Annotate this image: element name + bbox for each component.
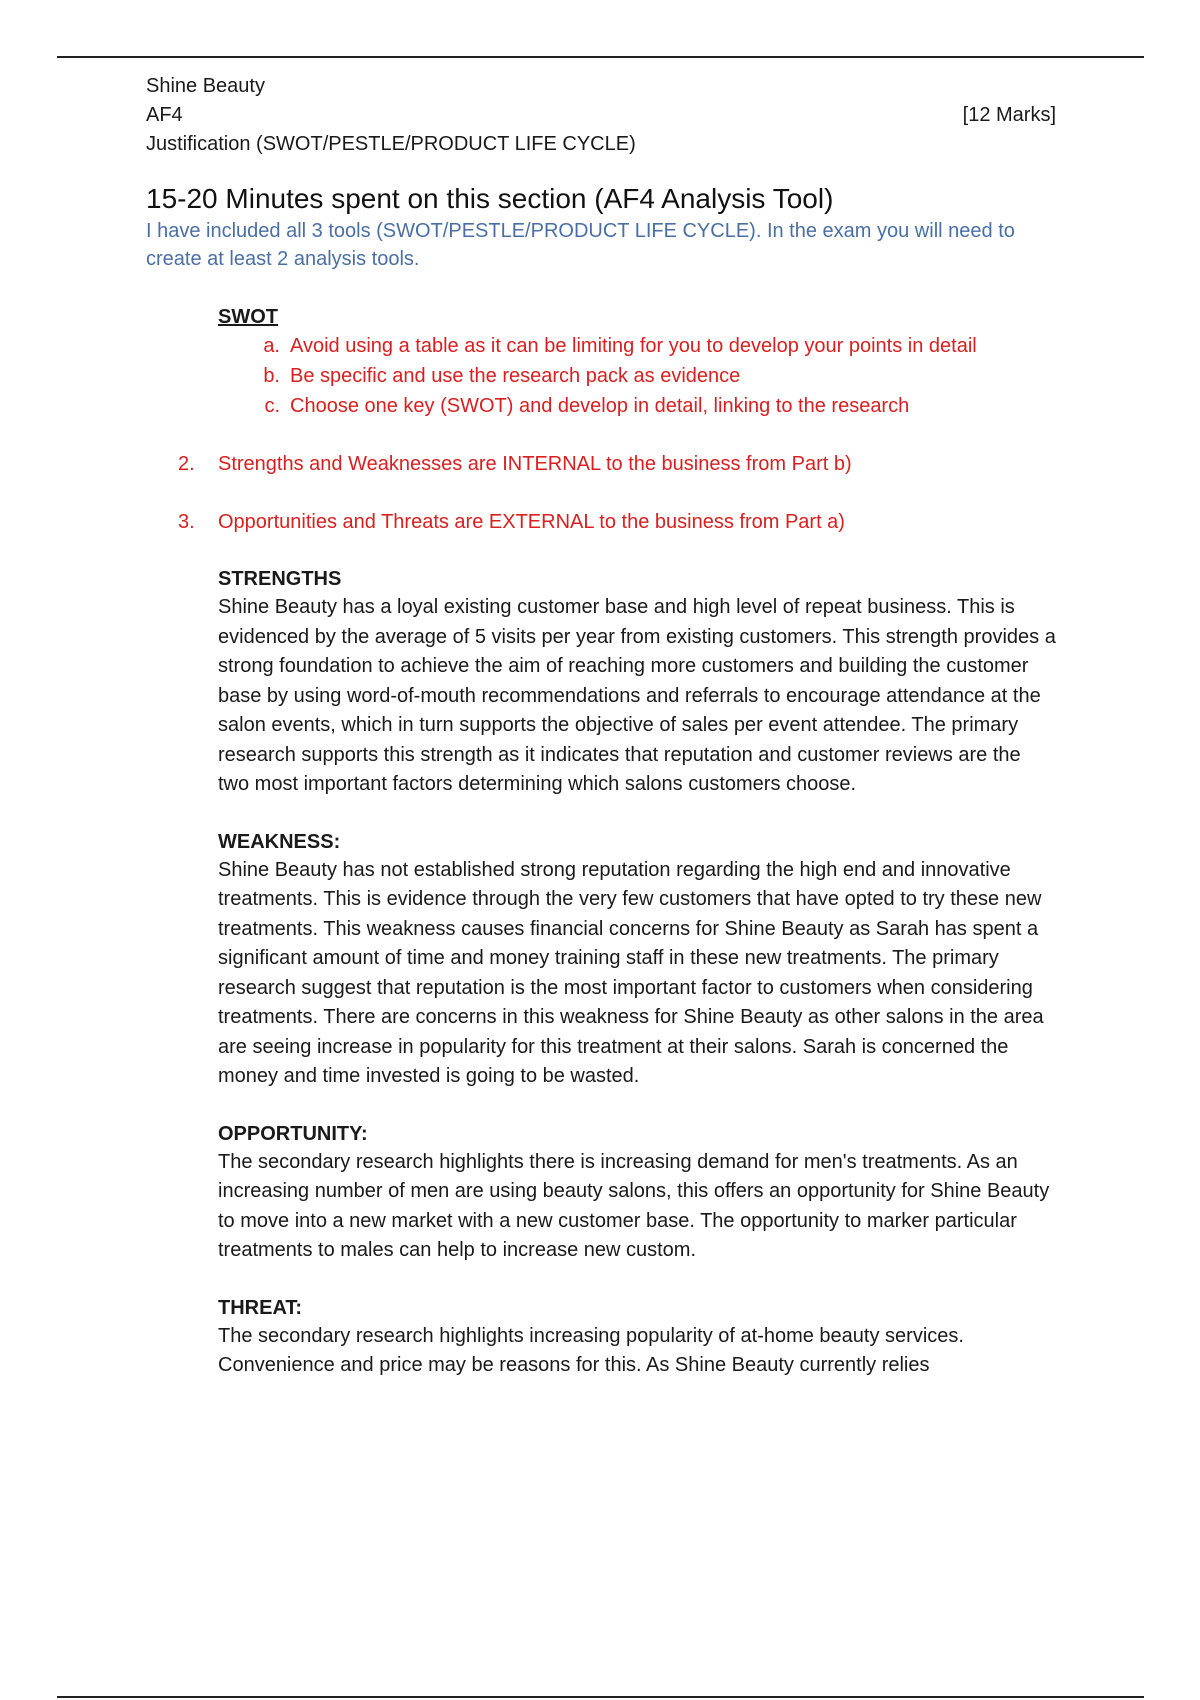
header-unit-line	[146, 101, 1056, 130]
opportunity-body: The secondary research highlights there is increasing demand for men's treatments. As an increasing number of men are using beauty salons, this offers an opportunity for Shine Beauty to move into a new market with a new customer base. The opportunity to marker particular treatments to males can help to increase new custom.	[218, 1150, 1050, 1261]
list-item	[218, 391, 1056, 421]
header-company-line	[146, 72, 1056, 101]
opportunity-section	[218, 1120, 1056, 1266]
list-item	[218, 331, 1056, 361]
strengths-section	[218, 565, 1056, 800]
threat-section	[218, 1294, 1056, 1381]
company-name: Shine Beauty	[146, 75, 265, 97]
strengths-heading: STRENGTHS	[218, 568, 342, 590]
header-topic-line	[146, 130, 1056, 159]
section-title: 15-20 Minutes spent on this section (AF4 Analysis Tool)	[146, 183, 834, 214]
list-marker: 2.	[178, 453, 195, 475]
unit-code: AF4	[146, 104, 183, 126]
tips-list	[218, 331, 1056, 421]
weakness-heading: WEAKNESS:	[218, 830, 341, 853]
list-marker: b.	[263, 365, 280, 387]
document-page	[146, 72, 1056, 1381]
list-marker: 3.	[178, 511, 195, 533]
weakness-section	[218, 828, 1056, 1092]
opportunity-heading: OPPORTUNITY:	[218, 1122, 368, 1145]
list-marker: c.	[264, 395, 280, 417]
list-marker: a.	[263, 335, 280, 357]
threat-body: The secondary research highlights increasing popularity of at-home beauty services. Convenience and price may be reasons for this. As Shine Beauty currently relies	[218, 1324, 964, 1376]
intro-note: I have included all 3 tools (SWOT/PESTLE/PRODUCT LIFE CYCLE). In the exam you will need to create at least 2 analysis tools.	[146, 220, 1015, 270]
threat-heading: THREAT:	[218, 1296, 303, 1319]
list-text: Avoid using a table as it can be limiting for you to develop your points in detail	[290, 335, 977, 357]
list-text: Be specific and use the research pack as evidence	[290, 365, 741, 387]
bottom-rule	[57, 1696, 1144, 1698]
swot-heading: SWOT	[218, 306, 278, 328]
marks-label: [12 Marks]	[962, 104, 1056, 126]
list-text: Choose one key (SWOT) and develop in detail, linking to the research	[290, 395, 910, 417]
top-rule	[57, 56, 1144, 58]
list-text: Strengths and Weaknesses are INTERNAL to the business from Part b)	[218, 453, 852, 475]
numbered-point	[178, 449, 1056, 479]
list-item	[218, 361, 1056, 391]
topic-label: Justification (SWOT/PESTLE/PRODUCT LIFE CYCLE)	[146, 133, 636, 155]
weakness-body: Shine Beauty has not established strong reputation regarding the high end and innovative treatments. This is evidence through the very few customers that have opted to try these new treatments. This weakness causes financial concerns for Shine Beauty as Sarah has spent a significant amount of time and money training staff in these new treatments. The primary research suggest that reputation is the most important factor to customers when considering treatments. There are concerns in this weakness for Shine Beauty as other salons in the area are seeing increase in popularity for this treatment at their salons. Sarah is concerned the money and time invested is going to be wasted.	[218, 858, 1044, 1087]
strengths-body: Shine Beauty has a loyal existing customer base and high level of repeat business. This is evidenced by the average of 5 visits per year from existing customers. This strength provides a strong foundation to achieve the aim of reaching more customers and building the customer base by using word-of-mouth recommendations and referrals to encourage attendance at the salon events, which in turn supports the objective of sales per event attendee. The primary research supports this strength as it indicates that reputation and customer reviews are the two most important factors determining which salons customers choose.	[218, 596, 1056, 795]
list-text: Opportunities and Threats are EXTERNAL to the business from Part a)	[218, 511, 845, 533]
numbered-point	[178, 507, 1056, 537]
swot-block	[218, 303, 1056, 421]
